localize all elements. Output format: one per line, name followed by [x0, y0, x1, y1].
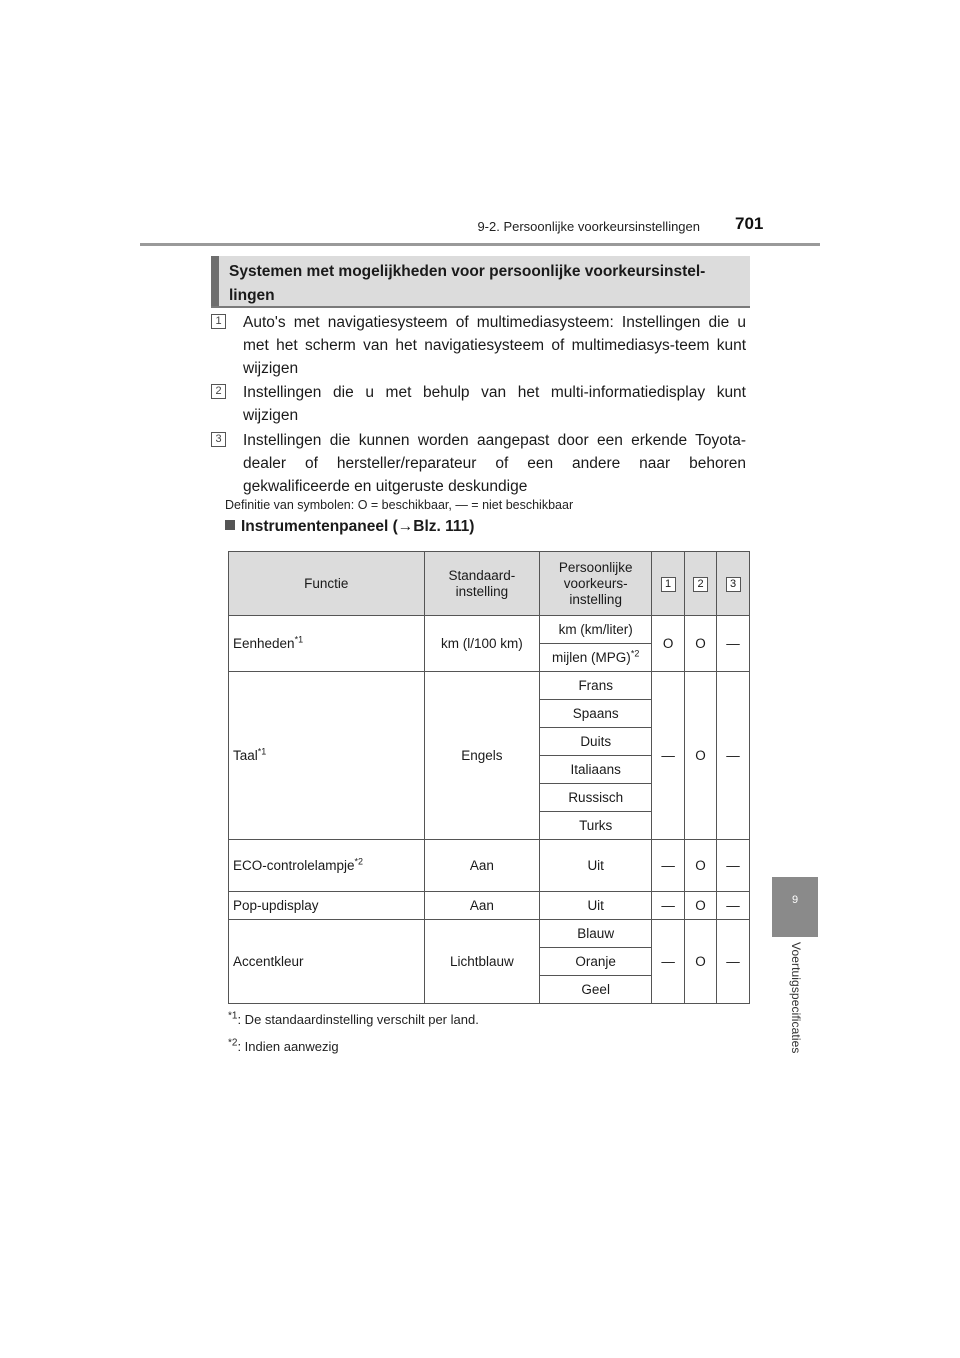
number-badge: 3: [726, 577, 741, 592]
cell-option: [540, 644, 652, 672]
cell-availability: O: [685, 892, 717, 920]
header-personal: Persoonlijke voorkeurs-instelling: [540, 552, 652, 616]
cell-default: km (l/100 km): [424, 616, 540, 672]
footnote-text: : De standaardinstelling verschilt per land.: [237, 1012, 479, 1027]
cell-option: Turks: [540, 812, 652, 840]
footnote-mark: *2: [354, 856, 364, 867]
table-row: [229, 892, 750, 920]
cell-option: km (km/liter): [540, 616, 652, 644]
chapter-tab-divider: [772, 936, 818, 937]
cell-option: Duits: [540, 728, 652, 756]
chapter-tab: 9: [772, 877, 818, 936]
function-label: Taal: [233, 748, 258, 763]
footnote-mark: *1: [257, 746, 267, 757]
cell-availability: —: [717, 672, 750, 840]
cell-function: [229, 616, 425, 672]
cell-option: Italiaans: [540, 756, 652, 784]
cell-option: Oranje: [540, 948, 652, 976]
function-label: Eenheden: [233, 636, 295, 651]
list-item-text: Instellingen die u met behulp van het multi-informatiedisplay kunt wijzigen: [243, 384, 746, 424]
footnote-mark: *2: [228, 1037, 238, 1049]
cell-availability: —: [652, 920, 685, 1004]
list-item: [211, 381, 746, 427]
cell-availability: —: [717, 840, 750, 892]
cell-default: Aan: [424, 840, 540, 892]
cell-availability: O: [685, 840, 717, 892]
footnote: [228, 1012, 479, 1027]
cell-availability: O: [685, 920, 717, 1004]
number-badge: 2: [693, 577, 708, 592]
footnote-mark: *1: [294, 634, 304, 645]
systems-heading-box: Systemen met mogelijkheden voor persoonlijke voorkeursinstel-lingen: [211, 256, 750, 306]
cell-availability: —: [652, 840, 685, 892]
cell-availability: —: [717, 892, 750, 920]
number-badge: 1: [211, 314, 226, 329]
footnote: [228, 1039, 339, 1054]
table-row: [229, 840, 750, 892]
page-number: 701: [735, 214, 764, 233]
list-item-text: Instellingen die kunnen worden aangepast door een erkende Toyota-dealer of hersteller/reparateur of een andere naar behoren gekwalificeerde en uitgeruste deskundige: [243, 432, 746, 495]
cell-option: Russisch: [540, 784, 652, 812]
option-label: mijlen (MPG): [552, 650, 631, 665]
cell-option: Frans: [540, 672, 652, 700]
footnote-text: : Indien aanwezig: [237, 1039, 339, 1054]
arrow-icon: →: [397, 518, 414, 535]
number-badge: 1: [661, 577, 676, 592]
cell-default: Aan: [424, 892, 540, 920]
cell-availability: O: [685, 672, 717, 840]
square-bullet-icon: [225, 520, 235, 530]
cell-availability: —: [652, 672, 685, 840]
cell-option: Blauw: [540, 920, 652, 948]
cell-availability: —: [717, 920, 750, 1004]
chapter-label: Voertuigspecificaties: [789, 942, 803, 1054]
function-label: ECO-controlelampje: [233, 858, 355, 873]
footnote-mark: *2: [630, 648, 640, 659]
subsection-prefix: Instrumentenpaneel (: [241, 518, 398, 535]
cell-availability: —: [717, 616, 750, 672]
cell-availability: O: [685, 616, 717, 672]
cell-option: Uit: [540, 840, 652, 892]
header-function: Functie: [229, 552, 425, 616]
table-row: [229, 920, 750, 948]
cell-function: [229, 672, 425, 840]
cell-option: Geel: [540, 976, 652, 1004]
number-badge: 3: [211, 432, 226, 447]
cell-function: Pop-updisplay: [229, 892, 425, 920]
cell-function: Accentkleur: [229, 920, 425, 1004]
number-badge: 2: [211, 384, 226, 399]
table-header-row: [229, 552, 750, 616]
footnote-mark: *1: [228, 1010, 238, 1022]
cell-default: Engels: [424, 672, 540, 840]
list-item: [211, 311, 746, 380]
subsection-heading: [225, 518, 474, 536]
symbol-definition: Definitie van symbolen: O = beschikbaar, — = niet beschikbaar: [225, 498, 574, 512]
cell-option: Uit: [540, 892, 652, 920]
running-header: 9-2. Persoonlijke voorkeursinstellingen: [477, 219, 700, 234]
table-row: [229, 672, 750, 700]
table-row: [229, 616, 750, 644]
settings-table: [228, 551, 750, 1004]
cell-availability: O: [652, 616, 685, 672]
cell-function: [229, 840, 425, 892]
cell-default: Lichtblauw: [424, 920, 540, 1004]
header-default: Standaard-instelling: [424, 552, 540, 616]
cell-availability: —: [652, 892, 685, 920]
list-item-text: Auto's met navigatiesysteem of multimediasysteem: Instellingen die u met het scherm van het navigatiesysteem of multimediasys-teem kunt wijzigen: [243, 314, 746, 377]
list-item: [211, 429, 746, 498]
header-divider: [140, 243, 820, 246]
cell-option: Spaans: [540, 700, 652, 728]
page-reference: Blz. 111): [413, 518, 475, 535]
